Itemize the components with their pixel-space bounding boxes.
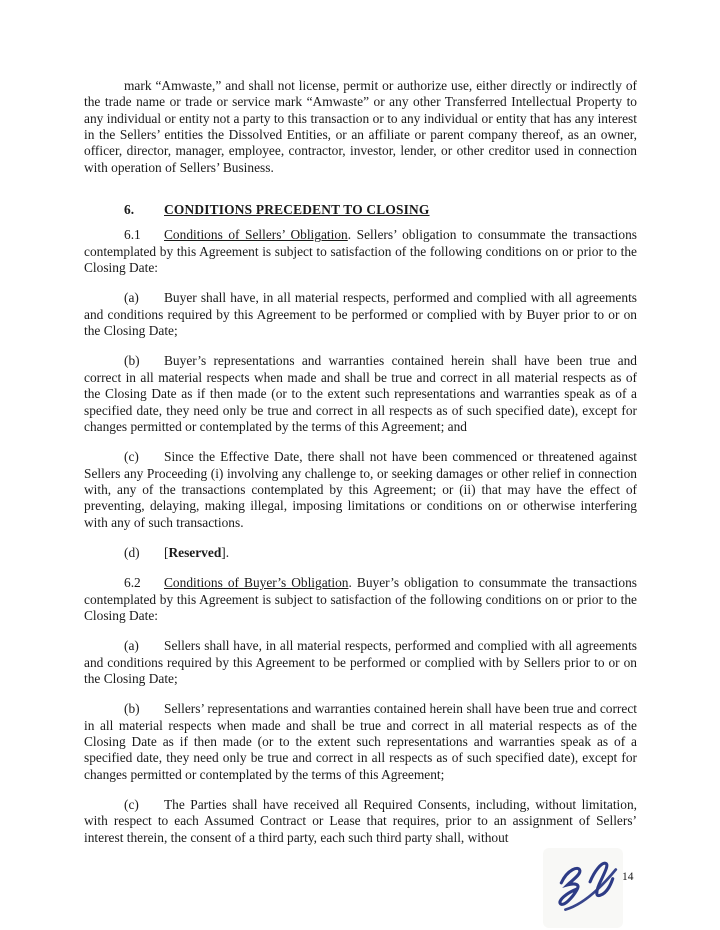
clause-6-2-a-text: Sellers shall have, in all material respects, performed and complied with all agreements and conditions required by this Agreement to be performed or complied with by Sellers prior to or on the Closing Date; xyxy=(84,638,637,686)
signature-area xyxy=(543,848,637,928)
section-6-heading xyxy=(84,202,637,218)
section-6-2-number: 6.2 xyxy=(124,575,141,591)
section-6-2-title: Conditions of Buyer’s Obligation xyxy=(164,575,349,591)
section-6-title: CONDITIONS PRECEDENT TO CLOSING xyxy=(164,202,430,218)
clause-6-1-d-open-bracket: [ xyxy=(164,544,169,560)
section-6-1-number: 6.1 xyxy=(124,227,141,243)
clause-6-2-a xyxy=(84,638,637,687)
clause-6-2-b xyxy=(84,701,637,783)
signature-initials-icon xyxy=(551,856,623,920)
clause-6-1-c-text: Since the Effective Date, there shall not have been commenced or threatened against Sellers any Proceeding (i) involving any challenge to, or seeking damages or other relief in connection with, any of the transactions contemplated by this Agreement; or (ii) that may have the effect of preventing, delaying, making illegal, imposing limitations or conditions on or otherwise interfering with any of such transactions. xyxy=(84,449,637,530)
clause-6-1-d-close-bracket: ]. xyxy=(221,544,230,560)
clause-6-1-b-text: Buyer’s representations and warranties contained herein shall have been true and correct in all material respects when made and shall be true and correct in all material respects as of the Closing Date as if then made (or to the extent such representations and warranties speak as of a specified date, they need only be true and correct in all respects as of such specified date), except for changes permitted or contemplated by the terms of this Agreement; and xyxy=(84,353,637,434)
clause-6-1-b-label: (b) xyxy=(124,353,140,369)
clause-6-2-c-label: (c) xyxy=(124,797,139,813)
section-6-number: 6. xyxy=(124,202,135,218)
clause-6-2-b-text: Sellers’ representations and warranties contained herein shall have been true and correct in all material respects when made and shall be true and correct in all material respects as of the Closing Date as if then made (or to the extent such representations and warranties speak as of a specified date, they need only be true and correct in all respects as of such specified date), except for changes permitted or contemplated by the terms of this Agreement; xyxy=(84,701,637,782)
document-body xyxy=(84,78,637,846)
clause-6-1-d-label: (d) xyxy=(124,544,140,560)
clause-6-2-c xyxy=(84,797,637,846)
section-6-1-lead xyxy=(84,227,637,276)
intro-paragraph: mark “Amwaste,” and shall not license, permit or authorize use, either directly or indirectly of the trade name or trade or service mark “Amwaste” or any other Transferred Intellectual Property to any individual or entity not a party to this transaction or to any individual or entity that has any interest in the Sellers’ entities the Dissolved Entities, or an affiliate or parent company thereof, as an owner, officer, director, manager, employee, contractor, investor, lender, or other creditor used in connection with operation of Sellers’ Business. xyxy=(84,78,637,175)
clause-6-1-b xyxy=(84,353,637,435)
clause-6-1-a-label: (a) xyxy=(124,290,139,306)
section-6-2-lead xyxy=(84,575,637,624)
clause-6-1-c-label: (c) xyxy=(124,449,139,465)
clause-6-2-a-label: (a) xyxy=(124,638,139,654)
clause-6-1-d xyxy=(84,545,637,561)
section-6-1-lead-text: . Sellers’ obligation to consummate the transactions contemplated by this Agreement is subject to satisfaction of the following conditions on or prior to the Closing Date: xyxy=(84,227,637,276)
section-6-1-title: Conditions of Sellers’ Obligation xyxy=(164,227,348,243)
clause-6-2-b-label: (b) xyxy=(124,701,140,717)
clause-6-1-a-text: Buyer shall have, in all material respects, performed and complied with all agreements and conditions required by this Agreement to be performed or complied with by Buyer prior to or on the Closing Date; xyxy=(84,290,637,339)
clause-6-1-d-reserved: Reserved xyxy=(168,544,222,560)
clause-6-1-c xyxy=(84,449,637,531)
section-6-2-lead-text: . Buyer’s obligation to consummate the transactions contemplated by this Agreement is subject to satisfaction of the following conditions on or prior to the Closing Date: xyxy=(84,575,637,623)
clause-6-2-c-text: The Parties shall have received all Required Consents, including, without limitation, with respect to each Assumed Contract or Lease that requires, prior to an assignment of Sellers’ interest therein, the consent of a third party, each such third party shall, without xyxy=(84,797,637,845)
clause-6-1-a xyxy=(84,290,637,339)
page-number: 14 xyxy=(622,871,634,883)
